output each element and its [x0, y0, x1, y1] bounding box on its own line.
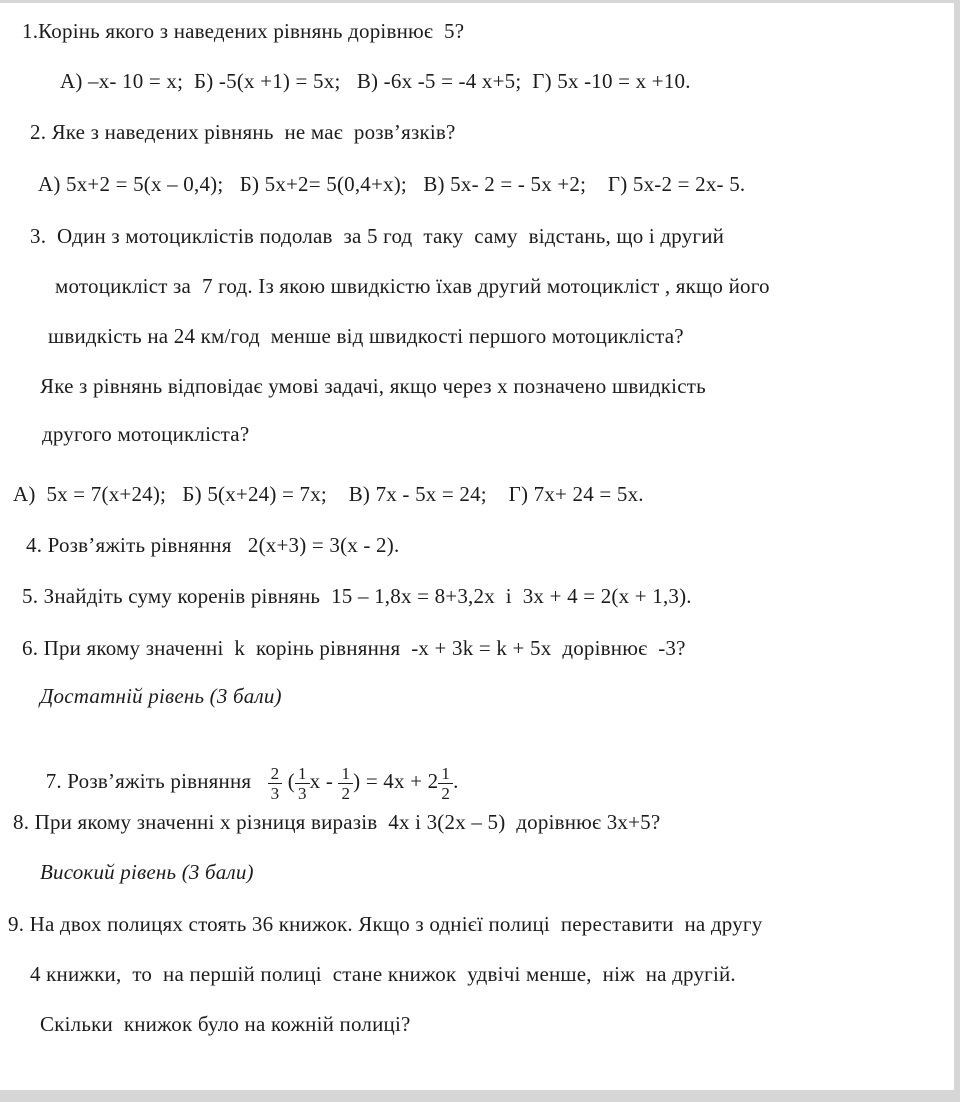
fraction-numerator: 1	[338, 764, 353, 784]
fraction-denominator: 3	[297, 784, 307, 804]
question-6-text: 6. При якому значенні k корінь рівняння -х + 3k = k + 5х дорівнює -3?	[22, 636, 686, 660]
question-2-text: 2. Яке з наведених рівнянь не має розв’язків?	[30, 120, 456, 144]
answers-2-text: А) 5х+2 = 5(х – 0,4); Б) 5х+2= 5(0,4+х); В) 5х- 2 = - 5х +2; Г) 5х-2 = 2х- 5.	[38, 172, 746, 196]
q7-period: .	[453, 769, 459, 794]
level-heading-high: Високий рівень (3 бали)	[40, 860, 254, 884]
question-9-line-2: 4 книжки, то на першій полиці стане книжок удвічі менше, ніж на другій.	[30, 962, 736, 986]
question-1-text: 1.Корінь якого з наведених рівнянь дорівнює 5?	[22, 19, 465, 43]
question-3-line-3: швидкість на 24 км/год менше від швидкості першого мотоцикліста?	[48, 324, 684, 348]
fraction-numerator: 2	[268, 764, 283, 784]
fraction-numerator: 1	[438, 764, 453, 784]
question-3-line-2: мотоцикліст за 7 год. Із якою швидкістю їхав другий мотоцикліст , якщо його	[55, 274, 770, 298]
question-9-line-3: Скільки книжок було на кожній полиці?	[40, 1012, 411, 1036]
question-8-text: 8. При якому значенні х різниця виразів 4х і 3(2х – 5) дорівнює 3х+5?	[13, 810, 661, 834]
fraction-one-half	[338, 764, 353, 803]
fraction-numerator: 1	[295, 764, 310, 784]
question-3-line-5: другого мотоцикліста?	[42, 422, 250, 446]
fraction-two-thirds	[268, 764, 283, 803]
question-4-text: 4. Розв’яжіть рівняння 2(х+3) = 3(х - 2).	[26, 533, 400, 557]
question-3-line-1: 3. Один з мотоциклістів подолав за 5 год таку саму відстань, що і другий	[30, 224, 725, 248]
level-heading-sufficient: Достатній рівень (3 бали)	[40, 684, 282, 708]
answers-3-text: А) 5х = 7(х+24); Б) 5(х+24) = 7х; В) 7х - 5х = 24; Г) 7х+ 24 = 5х.	[13, 482, 644, 506]
q7-equals-part: ) = 4х + 2	[353, 769, 439, 794]
fraction-one-third	[295, 764, 310, 803]
question-9-line-1: 9. На двох полицях стоять 36 книжок. Якщо з однієї полиці переставити на другу	[8, 912, 763, 936]
fraction-denominator: 3	[270, 784, 280, 804]
answers-1-text: А) –х- 10 = х; Б) -5(х +1) = 5х; В) -6х -5 = -4 х+5; Г) 5х -10 = х +10.	[60, 69, 691, 93]
q7-open-paren: (	[282, 769, 295, 794]
question-5-text: 5. Знайдіть суму коренів рівнянь 15 – 1,8х = 8+3,2х і 3х + 4 = 2(х + 1,3).	[22, 584, 692, 608]
question-3-line-4: Яке з рівнянь відповідає умові задачі, якщо через х позначено швидкість	[40, 374, 706, 398]
q7-x-minus: х -	[309, 769, 339, 794]
fraction-denominator: 2	[341, 784, 351, 804]
fraction-one-half-mixed	[438, 764, 453, 803]
fraction-denominator: 2	[441, 784, 451, 804]
q7-prefix: 7. Розв’яжіть рівняння	[45, 769, 268, 794]
